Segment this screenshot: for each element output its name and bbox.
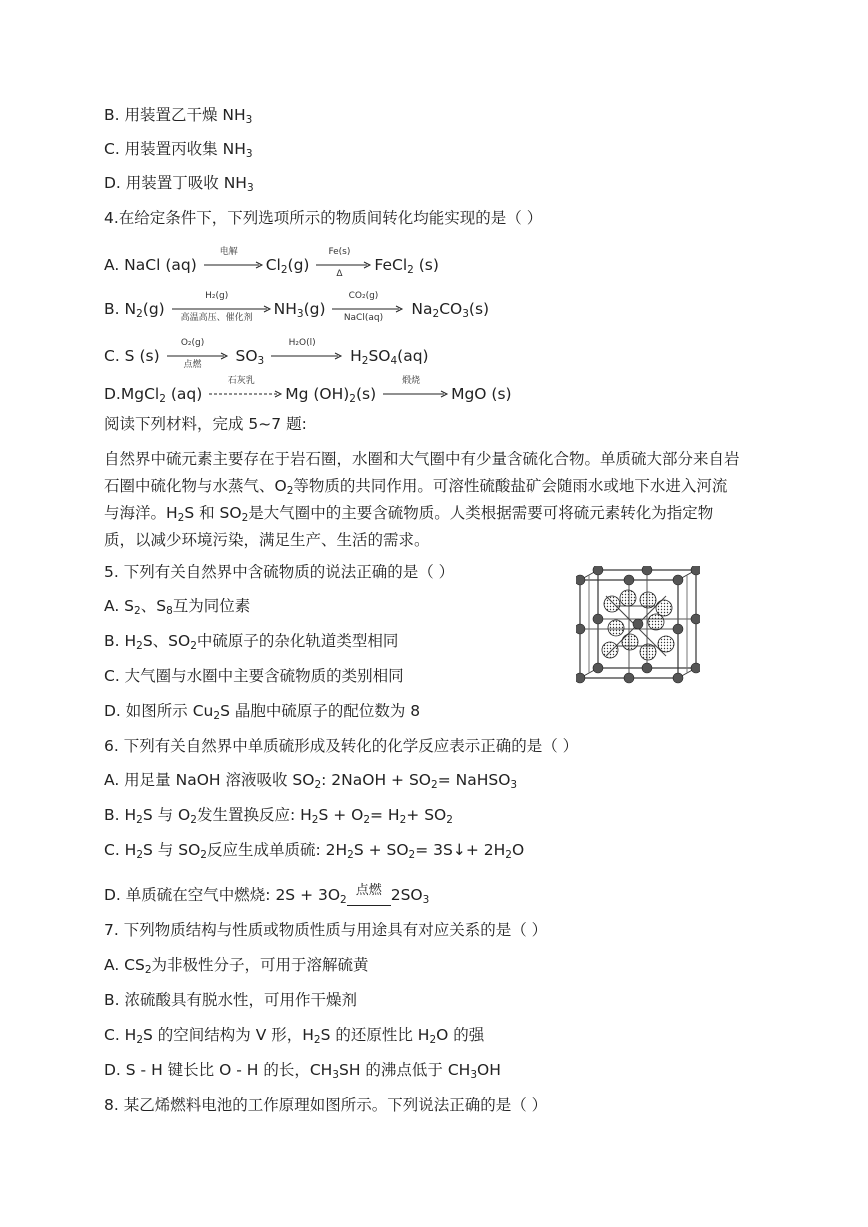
reaction-arrow: O₂(g) 点燃 (167, 346, 229, 368)
q6-option-a: A. 用足量 NaOH 溶液吸收 $SO_2$: 2NaOH + $SO_2=$ NaHSO$_3$ (104, 771, 518, 791)
reaction-arrow: Fe(s) Δ (316, 255, 372, 277)
q5-option-c: C. 大气圈与水圈中主要含硫物质的类别相同 (104, 667, 404, 685)
material-passage: 自然界中硫元素主要存在于岩石圈，水圈和大气圈中有少量含硫化合物。单质硫大部分来自岩 石圈中硫化物与水蒸气、$O_2$等物质的共同作用。可溶性硫酸盐矿会随雨水或地下水进入河流 与海洋。$H_2S$ 和 $SO_2$是大气圈中的主要含硫物质。人类根据需要可将硫元素转化为指定物 质，以减少环境污染，满足生产、生活的需求。 (104, 450, 740, 549)
q5-option-b: B. $H_2S$、$SO_2$中硫原子的杂化轨道类型相同 (104, 632, 399, 652)
q6-stem: 6. 下列有关自然界中单质硫形成及转化的化学反应表示正确的是（ ） (104, 737, 579, 755)
q7-stem: 7. 下列物质结构与性质或物质性质与用途具有对应关系的是（ ） (104, 921, 548, 939)
crystal-unit-cell-figure (576, 566, 700, 686)
reaction-arrow: H₂O(l) (271, 346, 343, 368)
q7-option-b: B. 浓硫酸具有脱水性，可用作干燥剂 (104, 991, 357, 1009)
q3-option-d: D. 用装置丁吸收 $NH_3$ (104, 174, 254, 194)
reaction-arrow: 煅烧 (383, 384, 449, 406)
q8-stem: 8. 某乙烯燃料电池的工作原理如图所示。下列说法正确的是（ ） (104, 1096, 548, 1114)
q5-option-d: D. 如图所示 $Cu_2S$ 晶胞中硫原子的配位数为 8 (104, 702, 421, 722)
reaction-arrow: 电解 (204, 255, 264, 277)
q4-option-c: C. S (s) O₂(g) 点燃 $SO_3$ H₂O(l) $H_2SO_4(aq)$ (104, 337, 429, 370)
q4-option-b: B. $N_2(g)$ H₂(g) 高温高压、催化剂 $NH_3(g)$ CO₂(g) NaCl(aq) $Na_2CO_3(s)$ (104, 290, 490, 323)
q4-stem: 4.在给定条件下，下列选项所示的物质间转化均能实现的是（ ） (104, 209, 543, 227)
q6-option-d: D. 单质硫在空气中燃烧: $2S + 3O_2$ 点燃 $2SO_3$ (104, 883, 430, 906)
q5-stem: 5. 下列有关自然界中含硫物质的说法正确的是（ ） (104, 563, 455, 581)
q6-option-b: B. $H_2S$ 与 $O_2$发生置换反应: $H_2S + O_2= H_2+ SO_2$ (104, 806, 453, 826)
q4-option-a: A. NaCl (aq) 电解 $Cl_2(g)$ Fe(s) Δ FeCl$_2$ (s) (104, 246, 439, 279)
q7-option-c: C. $H_2S$ 的空间结构为 V 形，$H_2S$ 的还原性比 $H_2O$ 的强 (104, 1026, 485, 1046)
reaction-condition: 点燃 (347, 894, 391, 906)
q5-option-a: A. $S_2$、$S_8$互为同位素 (104, 597, 251, 617)
q6-option-c: C. $H_2S$ 与 $SO_2$反应生成单质硫: $2H_2S + SO_2=$ 3S↓+ $2H_2O$ (104, 841, 525, 861)
q7-option-d: D. S - H 键长比 O - H 的长，$CH_3SH$ 的沸点低于 $CH_3OH$ (104, 1061, 501, 1081)
q4-option-d: D.MgCl$_2$ (aq) 石灰乳 Mg $(OH)_2(s)$ 煅烧 MgO (s) (104, 375, 512, 405)
q7-option-a: A. $CS_2$为非极性分子，可用于溶解硫黄 (104, 956, 369, 976)
q3-option-c: C. 用装置丙收集 $NH_3$ (104, 140, 253, 160)
q3-option-b: B. 用装置乙干燥 $NH_3$ (104, 106, 253, 126)
reaction-arrow: H₂(g) 高温高压、催化剂 (172, 299, 272, 321)
reaction-arrow: CO₂(g) NaCl(aq) (332, 299, 404, 321)
reaction-arrow: 石灰乳 (209, 384, 283, 406)
material-intro: 阅读下列材料，完成 5~7 题: (104, 415, 307, 433)
